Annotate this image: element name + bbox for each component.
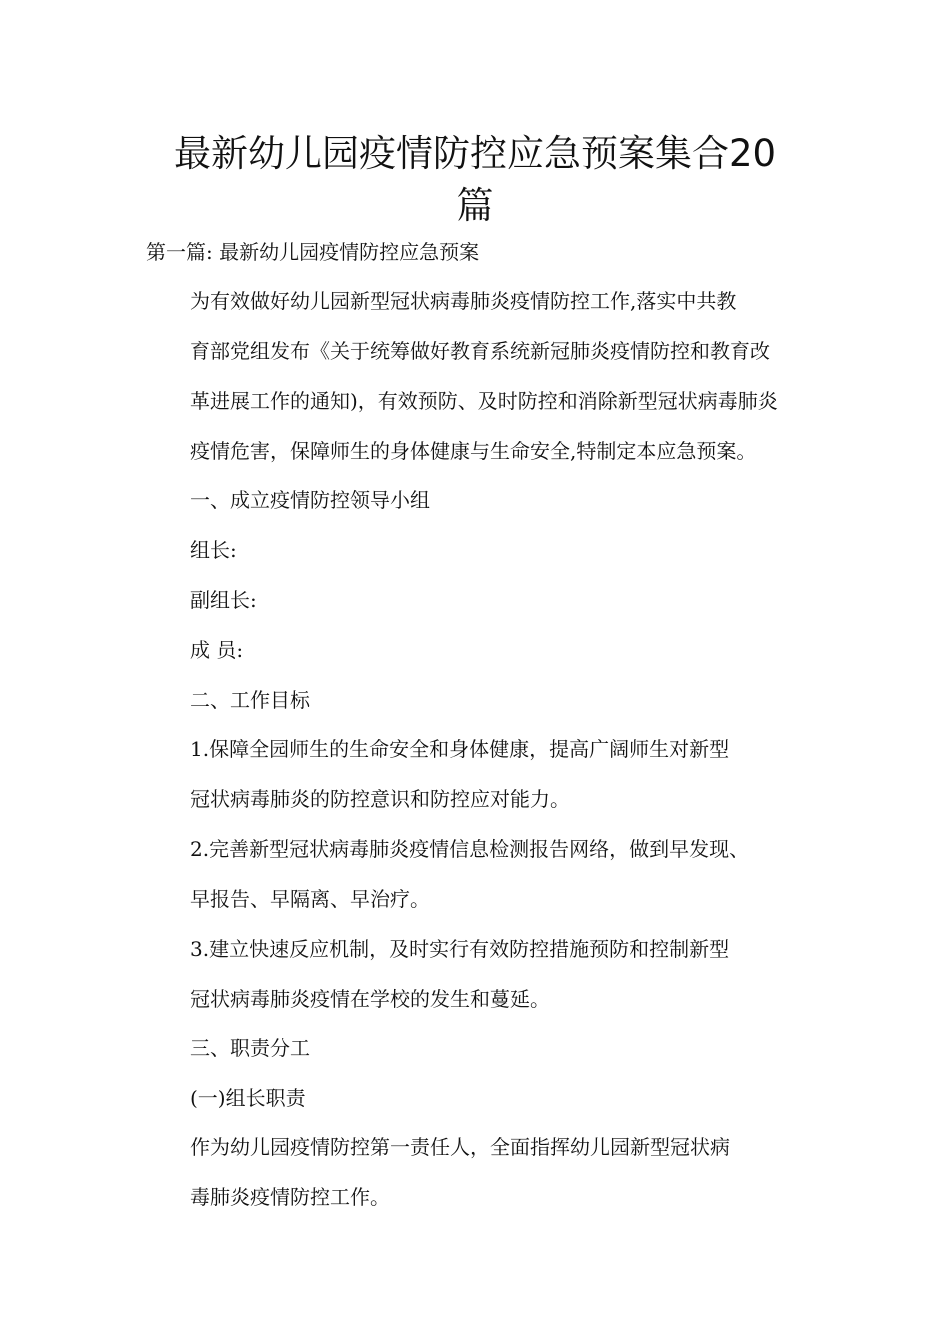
- section-heading: 第一篇: 最新幼儿园疫情防控应急预案: [146, 240, 480, 264]
- goal-line: 3.建立快速反应机制，及时实行有效防控措施预防和控制新型: [190, 937, 730, 961]
- goal-3-paragraph: [146, 924, 826, 1024]
- intro-line: 疫情危害，保障师生的身体健康与生命安全,特制定本应急预案。: [190, 439, 757, 463]
- goal-1-paragraph: [146, 724, 826, 824]
- goal-2-paragraph: [146, 824, 826, 924]
- document-title: [150, 128, 800, 232]
- intro-paragraph: [146, 276, 826, 476]
- duty-line: 作为幼儿园疫情防控第一责任人，全面指挥幼儿园新型冠状病: [190, 1135, 730, 1159]
- subheading-leader-duties: (一)组长职责: [190, 1086, 306, 1110]
- intro-line: 革进展工作的通知)，有效预防、及时防控和消除新型冠状病毒肺炎: [190, 389, 778, 413]
- goal-line: 冠状病毒肺炎的防控意识和防控应对能力。: [190, 787, 570, 811]
- heading-leadership-group: 一、成立疫情防控领导小组: [190, 488, 430, 512]
- members-field: 成 员:: [190, 638, 244, 662]
- intro-line: 为有效做好幼儿园新型冠状病毒肺炎疫情防控工作,落实中共教: [190, 289, 737, 313]
- leader-field: 组长:: [190, 538, 237, 562]
- goal-line: 早报告、早隔离、早治疗。: [190, 887, 430, 911]
- goal-line: 2.完善新型冠状病毒肺炎疫情信息检测报告网络，做到早发现、: [190, 837, 750, 861]
- vice-leader-field: 副组长:: [190, 588, 257, 612]
- heading-work-goals: 二、工作目标: [190, 688, 310, 712]
- duty-paragraph: [146, 1122, 826, 1222]
- duty-line: 毒肺炎疫情防控工作。: [190, 1185, 390, 1209]
- intro-line: 育部党组发布《关于统筹做好教育系统新冠肺炎疫情防控和教育改: [190, 339, 770, 363]
- heading-duties: 三、职责分工: [190, 1036, 310, 1060]
- title-line-1: 最新幼儿园疫情防控应急预案集合20: [173, 132, 777, 175]
- title-line-2: 篇: [456, 184, 494, 227]
- goal-line: 1.保障全园师生的生命安全和身体健康，提高广阔师生对新型: [190, 737, 730, 761]
- goal-line: 冠状病毒肺炎疫情在学校的发生和蔓延。: [190, 987, 550, 1011]
